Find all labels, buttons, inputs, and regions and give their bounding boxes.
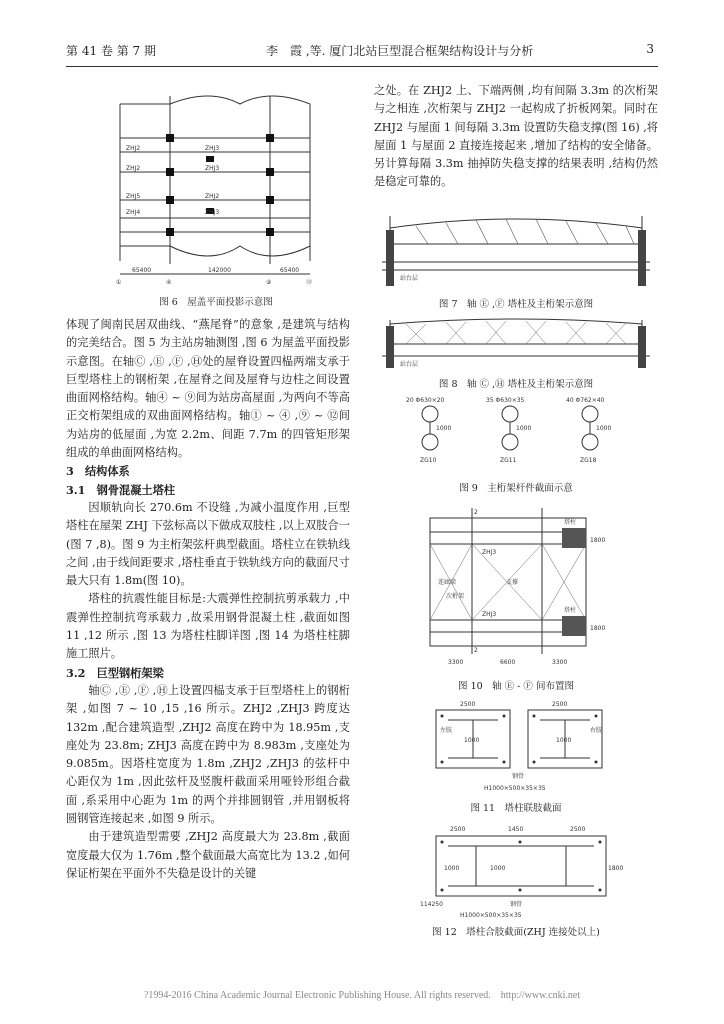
fig10-dim: 1800 — [590, 625, 606, 632]
figure-8-caption: 图 8 轴 Ⓒ ,Ⓗ 塔柱及主桁架示意图 — [438, 379, 594, 390]
subsection-heading: 3.2 巨型钢桁架梁 — [66, 665, 164, 680]
left-column — [66, 316, 350, 883]
fig10-dim: 3300 — [448, 659, 464, 666]
figure-9-caption: 图 9 主桁架杆件截面示意 — [459, 483, 573, 494]
figure-11-caption: 图 11 塔柱联肢截面 — [470, 803, 562, 814]
fig6-dim: 142000 — [208, 267, 231, 274]
figure-9 — [396, 394, 636, 470]
fig10-label: ZHJ3 — [482, 549, 497, 556]
fig9-section-dim: 1000 — [596, 425, 612, 432]
fig11-label: 左肢 — [440, 727, 453, 734]
fig11-dim: 2500 — [460, 701, 476, 708]
fig6-dim: 65400 — [280, 267, 300, 274]
fig10-label: 塔柱 — [564, 519, 577, 526]
fig12-label: 钢骨 — [510, 901, 523, 908]
fig10-label: 塔柱 — [564, 607, 577, 614]
fig7-label: 站台层 — [400, 275, 419, 282]
fig10-label: 支撑 — [506, 579, 519, 586]
fig12-label: 1000 — [444, 865, 460, 872]
fig6-label: ZHJ4 — [126, 209, 141, 216]
figure-7 — [376, 206, 656, 288]
fig12-dim: 2500 — [450, 826, 466, 833]
fig9-section-name: ZG10 — [420, 457, 437, 464]
fig6-axis: ⑫ — [306, 279, 313, 286]
fig9-section-top: 40 Φ762×40 — [566, 397, 605, 404]
figure-6 — [110, 86, 322, 286]
paragraph: 因顺轨向长 270.6m 不设缝 ,为减小温度作用 ,巨型塔柱在屋架 ZHJ 下弦标高以下做成双肢柱 ,以上双肢合一(图 7 ,8)。图 9 为主桁架弦杆典型截面。塔柱立在铁轨线之间 ,由于线间距要求 ,塔柱垂直于铁轨线方向的截面尺寸最大只有 1.8m(图 10)。 — [66, 500, 350, 588]
tower-column-merged-section — [420, 822, 624, 920]
fig9-section-top: 20 Φ630×20 — [406, 397, 445, 404]
figure-6-caption: 图 6 屋盖平面投影示意图 — [159, 297, 273, 308]
fig11-dim: 1000 — [556, 737, 572, 744]
figure-10 — [412, 504, 622, 674]
fig9-section-name: ZG18 — [580, 457, 597, 464]
fig10-dim: 3300 — [552, 659, 568, 666]
fig10-label: 2 — [474, 509, 478, 516]
fig11-label: 右肢 — [590, 727, 603, 734]
fig11-label: 钢骨 — [512, 773, 525, 780]
fig6-axis: ⑨ — [266, 279, 272, 286]
fig10-label: 次桁架 — [446, 593, 465, 600]
fig12-dim: 2500 — [570, 826, 586, 833]
truss-member-sections — [396, 394, 636, 470]
figure-8 — [376, 316, 656, 370]
fig8-label: 站台层 — [400, 361, 419, 368]
fig11-dim: 2500 — [552, 701, 568, 708]
tower-column-twin-section — [420, 698, 620, 796]
figure-12-caption: 图 12 塔柱合肢截面(ZHJ 连接处以上) — [432, 927, 600, 938]
header-rule — [66, 66, 658, 67]
paragraph: 由于建筑造型需要 ,ZHJ2 高度最大为 23.8m ,截面宽度最大仅为 1.76m ,整个截面最大高宽比为 13.2 ,如何保证桁架在平面外不失稳是设计的关键 — [66, 830, 350, 880]
fig10-label: 连廊梁 — [438, 579, 457, 586]
figure-10-caption: 图 10 轴 Ⓔ - Ⓕ 间布置图 — [458, 681, 574, 692]
article-title: 李 霞 ,等. 厦门北站巨型混合框架结构设计与分析 — [266, 44, 534, 58]
fig6-label: ZHJ2 — [126, 165, 141, 172]
fig6-label: ZHJ3 — [205, 145, 220, 152]
fig9-section-dim: 1000 — [516, 425, 532, 432]
fig6-label: ZHJ5 — [126, 193, 141, 200]
roof-plan-drawing — [110, 86, 322, 286]
page-number: 3 — [646, 42, 654, 56]
fig11-label: H1000×500×35×35 — [484, 785, 546, 792]
journal-issue: 第 41 卷 第 7 期 — [66, 44, 156, 58]
fig12-dim: 1000 — [490, 865, 506, 872]
axis-ef-truss-drawing — [376, 206, 656, 288]
fig12-dim: 1800 — [608, 865, 624, 872]
fig6-axis: ① — [116, 279, 122, 286]
figure-12 — [420, 822, 624, 920]
fig6-label: ZHJ3 — [205, 209, 220, 216]
fig12-dim: 1450 — [508, 826, 524, 833]
paragraph: 体现了闽南民居双曲线、“燕尾脊”的意象 ,是建筑与结构的完美结合。图 5 为主站房轴测图 ,图 6 为屋盖平面投影示意图。在轴Ⓒ ,Ⓔ ,Ⓕ ,Ⓗ处的屋脊设置四榀两端支承于巨型塔柱上的钢桁架 ,在屋脊之间及屋脊与边柱之间设置曲面网格结构。轴④ ~ ⑨间为站房高屋面 ,为两向不等高正交桁架组成的双曲面网格结构。轴① ~ ④ ,⑨ ~ ⑫间为站房的低屋面 ,为宽 2.2m、间距 7.7m 的四管矩形架组成的单曲面网格结构。 — [66, 318, 350, 460]
fig9-section-name: ZG11 — [500, 457, 517, 464]
section-heading: 3 结构体系 — [66, 464, 130, 479]
fig10-dim: 6600 — [500, 659, 516, 666]
fig10-label: 2 — [474, 647, 478, 654]
axis-ch-truss-drawing — [376, 316, 656, 370]
copyright-footer: ?1994-2016 China Academic Journal Electronic Publishing House. All rights reserved. http://www.cnki.net — [143, 990, 581, 1001]
fig9-section-top: 35 Φ630×35 — [486, 397, 525, 404]
fig6-label: ZHJ2 — [126, 145, 141, 152]
fig9-section-dim: 1000 — [436, 425, 452, 432]
fig10-label: ZHJ3 — [482, 611, 497, 618]
paragraph: 轴Ⓒ ,Ⓔ ,Ⓕ ,Ⓗ上设置四榀支承于巨型塔柱上的钢桁架 ,如图 7 ~ 10 ,15 ,16 所示。ZHJ2 ,ZHJ3 跨度达 132m ,配合建筑造型 ,ZHJ2 高度在跨中为 18.95m ,支座处为 23.8m; ZHJ3 高度在跨中为 8.983m ,支座处为 9.085m。因塔柱宽度为 1.8m ,ZHJ2 ,ZHJ3 的弦杆中心距仅为 1m ,因此弦杆及竖腹杆截面采用哑铃形组合截面 ,系采用中心距为 1m 的两个并排圆钢管 ,并用钢板将圆钢管连接起来 ,如图 9 所示。 — [66, 683, 350, 826]
right-column — [374, 82, 658, 192]
fig6-axis: ④ — [166, 279, 172, 286]
fig6-dim: 65400 — [132, 267, 152, 274]
paragraph: 塔柱的抗震性能目标是:大震弹性控制抗剪承载力 ,中震弹性控制抗弯承载力 ,故采用钢骨混凝土柱 ,截面如图 11 ,12 所示 ,图 13 为塔柱柱脚详图 ,图 14 为塔柱柱脚施工照片。 — [66, 592, 350, 661]
figure-7-caption: 图 7 轴 Ⓔ ,Ⓕ 塔柱及主桁架示意图 — [438, 299, 594, 310]
axis-ef-layout-plan — [412, 504, 622, 674]
fig10-dim: 1800 — [590, 537, 606, 544]
fig6-label: ZHJ3 — [205, 165, 220, 172]
fig11-dim: 1000 — [464, 737, 480, 744]
running-header — [66, 42, 658, 64]
subsection-heading: 3.1 钢骨混凝土塔柱 — [66, 482, 175, 497]
paragraph: 之处。在 ZHJ2 上、下端两侧 ,均有间隔 3.3m 的次桁架与之相连 ,次桁架与 ZHJ2 一起构成了折板网架。同时在 ZHJ2 与屋面 1 间每隔 3.3m 设置防失稳支撑(图 16) ,将屋面 1 与屋面 2 直接连接起来 ,增加了结构的安全储备。另计算每隔 3.3m 抽掉防失稳支撑的结果表明 ,结构仍然是稳定可靠的。 — [374, 84, 658, 189]
figure-11 — [420, 698, 620, 796]
fig12-label: 114250 — [420, 901, 443, 908]
fig12-label: H1000×500×35×35 — [460, 912, 522, 919]
fig6-label: ZHJ2 — [205, 193, 220, 200]
